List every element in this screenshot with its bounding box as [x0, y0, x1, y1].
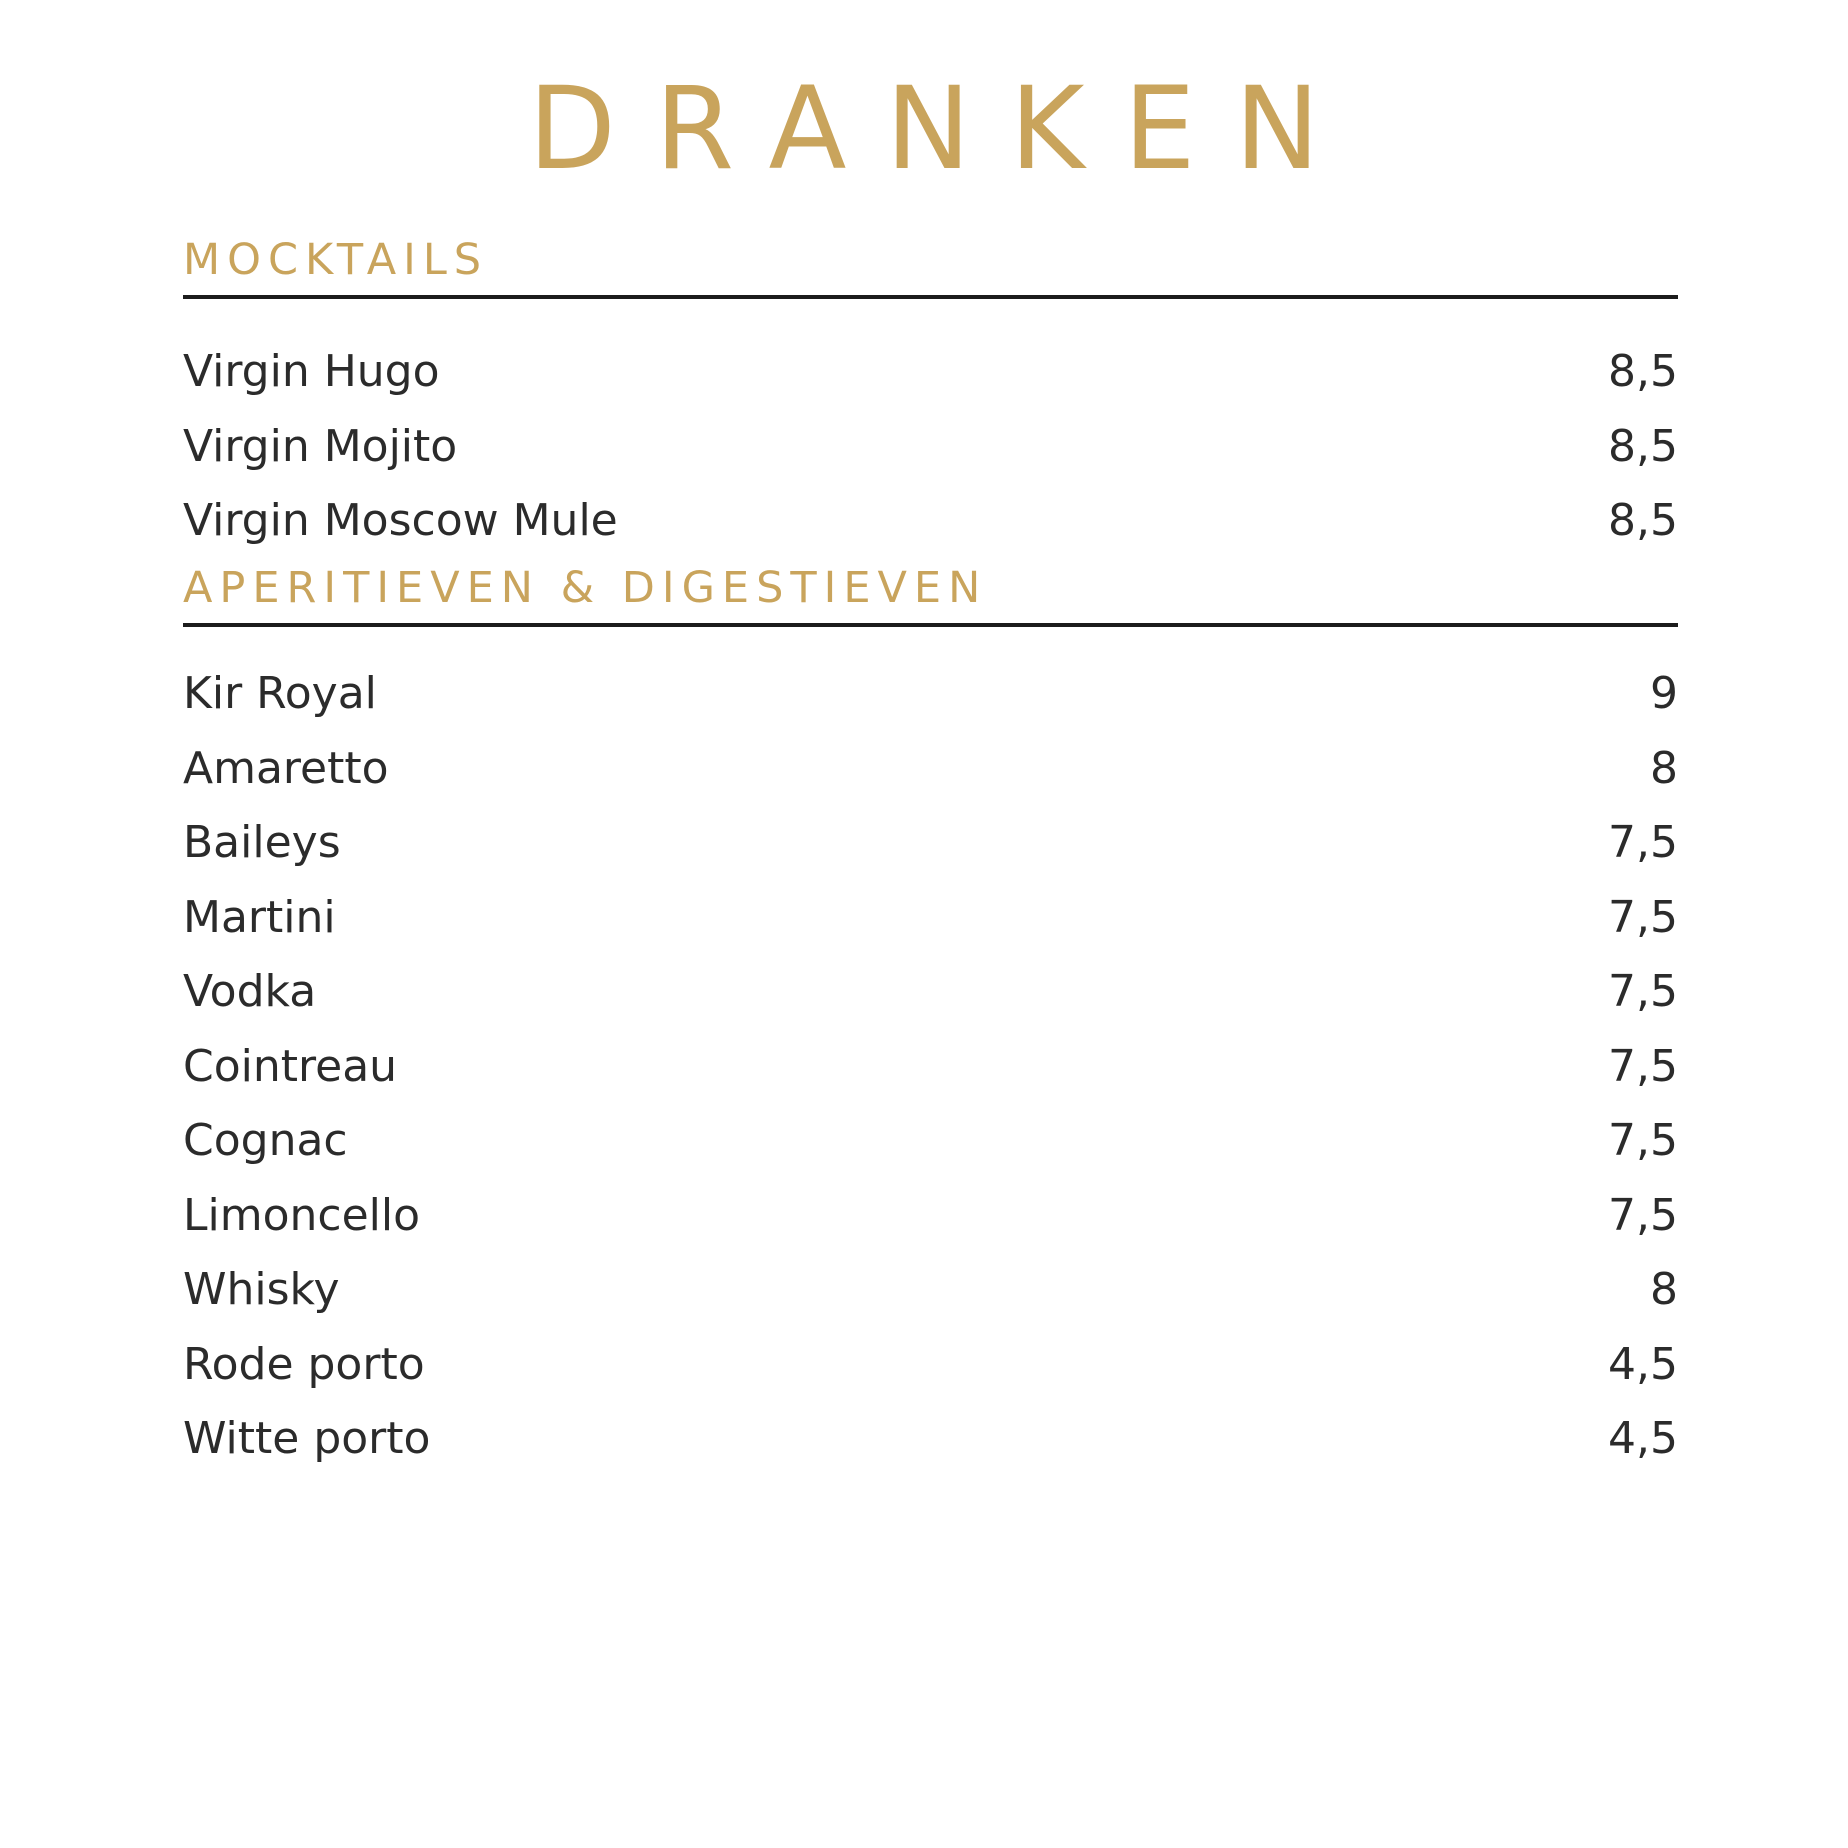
item-price: 9 [1650, 668, 1678, 719]
item-name: Whisky [183, 1264, 340, 1315]
item-price: 4,5 [1608, 1413, 1678, 1464]
item-price: 8 [1650, 742, 1678, 794]
menu-item [183, 335, 1678, 410]
item-price: 8,5 [1608, 495, 1678, 546]
item-name: Cognac [183, 1115, 348, 1166]
item-name: Baileys [183, 817, 341, 868]
menu-item [183, 955, 1678, 1030]
item-name: Virgin Hugo [183, 346, 440, 397]
menu-item [183, 881, 1678, 956]
item-list [183, 657, 1678, 1477]
item-price: 8,5 [1608, 346, 1678, 397]
section-mocktails [183, 235, 1678, 559]
item-name: Witte porto [183, 1413, 431, 1464]
section-aperitieven-digestieven [183, 563, 1678, 1477]
item-price: 7,5 [1608, 1040, 1678, 1092]
item-price: 7,5 [1608, 1115, 1678, 1166]
item-name: Virgin Moscow Mule [183, 495, 618, 546]
item-name: Limoncello [183, 1189, 421, 1241]
item-name: Cointreau [183, 1040, 398, 1092]
section-divider [183, 623, 1678, 627]
item-name: Rode porto [183, 1338, 425, 1390]
item-price: 8 [1650, 1264, 1678, 1315]
section-title: APERITIEVEN & DIGESTIEVEN [183, 563, 988, 613]
item-price: 7,5 [1608, 817, 1678, 868]
item-price: 8,5 [1608, 420, 1678, 472]
menu-item [183, 484, 1678, 559]
item-name: Virgin Mojito [183, 420, 458, 472]
item-name: Martini [183, 891, 336, 943]
menu-item [183, 1104, 1678, 1179]
item-price: 7,5 [1608, 966, 1678, 1017]
section-title: MOCKTAILS [183, 235, 489, 285]
item-price: 4,5 [1608, 1338, 1678, 1390]
menu-item [183, 1328, 1678, 1403]
menu-item [183, 410, 1678, 485]
item-name: Amaretto [183, 742, 389, 794]
menu-item [183, 1402, 1678, 1477]
page-title: DRANKEN [528, 62, 1359, 195]
menu-item [183, 1030, 1678, 1105]
item-name: Vodka [183, 966, 317, 1017]
menu-item [183, 1253, 1678, 1328]
menu-item [183, 1179, 1678, 1254]
menu-item [183, 657, 1678, 732]
item-price: 7,5 [1608, 1189, 1678, 1241]
section-divider [183, 295, 1678, 299]
item-name: Kir Royal [183, 668, 377, 719]
menu-item [183, 806, 1678, 881]
item-list [183, 335, 1678, 559]
menu-item [183, 732, 1678, 807]
item-price: 7,5 [1608, 891, 1678, 943]
